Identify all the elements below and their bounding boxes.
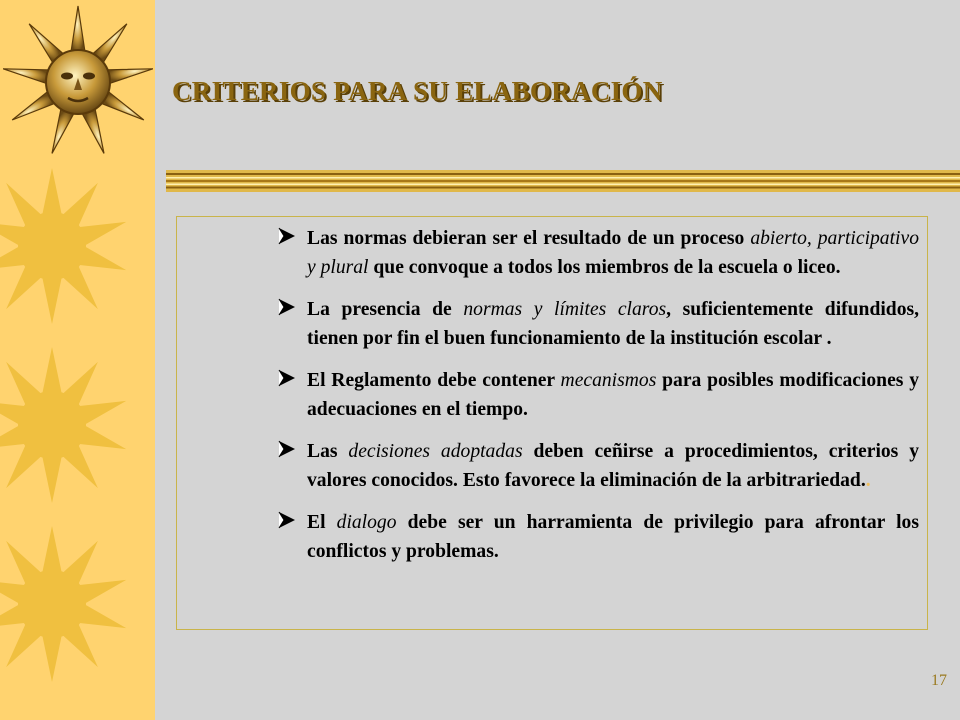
bullet-text: La presencia de [307, 299, 464, 320]
slide-title: CRITERIOS PARA SU ELABORACIÓN [172, 76, 663, 106]
bullet-item [273, 437, 919, 495]
bullet-list [273, 224, 919, 579]
emphasis-text: decisiones adoptadas [348, 441, 523, 462]
arrow-bullet-icon [277, 368, 297, 388]
sun-face-icon [2, 6, 154, 156]
emphasis-text: dialogo [336, 512, 397, 533]
bullet-item [273, 295, 919, 353]
arrow-bullet-icon [277, 226, 297, 246]
title-divider [166, 170, 960, 192]
bullet-text: El [307, 512, 337, 533]
emphasis-text: normas y límites claros [463, 299, 667, 320]
arrow-bullet-icon [277, 510, 297, 530]
bullet-text: , suficientemente difundidos, tienen por fin el buen funcionamiento de la institución escolar . [307, 299, 920, 349]
bullet-text: El Reglamento debe contener [307, 370, 561, 391]
arrow-bullet-icon [277, 439, 297, 459]
bullet-item [273, 224, 919, 282]
arrow-bullet-icon [277, 297, 297, 317]
content-box [176, 216, 928, 630]
bullet-item [273, 508, 919, 566]
bullet-text: debe ser un harramienta de privilegio para afrontar los conflictos y problemas. [307, 512, 919, 562]
decorative-sidebar [0, 0, 155, 720]
bullet-text: Las [307, 441, 349, 462]
bullet-text: . [865, 470, 871, 491]
bullet-text: para posibles modificaciones y adecuaciones en el tiempo. [307, 370, 919, 420]
sun-icon [0, 347, 129, 503]
bullet-item [273, 366, 919, 424]
emphasis-text: mecanismos [560, 370, 657, 391]
sun-icon [0, 168, 129, 324]
sun-icon [0, 526, 129, 682]
emphasis-text: abierto, participativo y plural [307, 228, 919, 278]
page-number: 17 [931, 672, 947, 689]
bullet-text: que convoque a todos los miembros de la escuela o liceo. [368, 257, 841, 278]
bullet-text: Las normas debieran ser el resultado de un proceso [307, 228, 751, 249]
sun-border-art [0, 0, 155, 720]
bullet-text: deben ceñirse a procedimientos, criterios y valores conocidos. Esto favorece la eliminación de la arbitrariedad. [307, 441, 920, 491]
